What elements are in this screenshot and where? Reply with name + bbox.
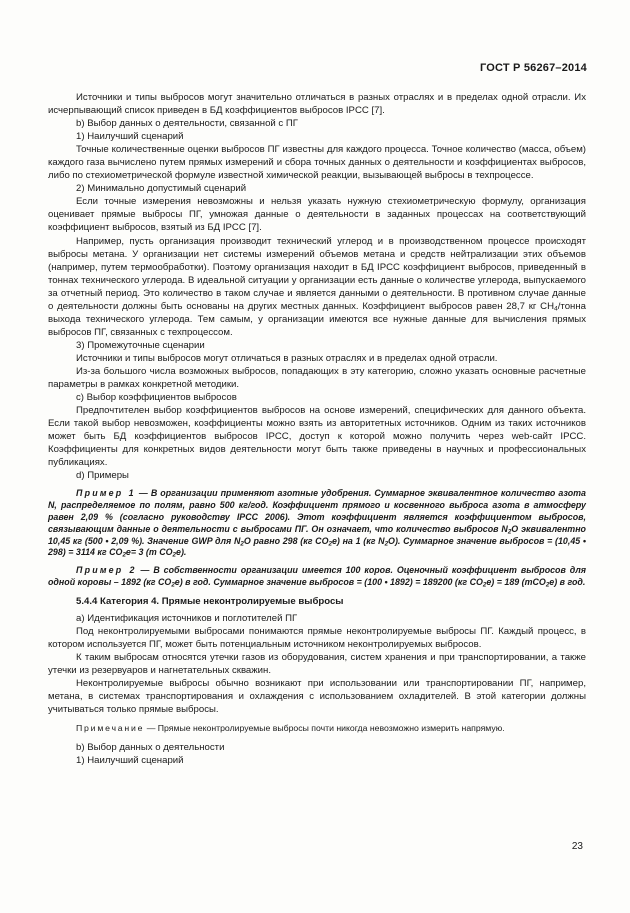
list-item: d) Примеры <box>76 470 129 482</box>
list-item: c) Выбор коэффициентов выбросов <box>76 392 237 404</box>
paragraph: Источники и типы выбросов могут значительно отличаться в разных отраслях и в пределах одной отрасли. Их исчерпывающий список приведен в БД коэффициентов выбросов IPCC [7]. <box>48 92 586 117</box>
list-item: а) Идентификация источников и поглотителей ПГ <box>76 612 298 624</box>
list-item: 3) Промежуточные сценарии <box>76 339 205 351</box>
paragraph: Неконтролируемые выбросы обычно возникают при использовании или транспортировании ПГ, например, метана, в системах транспортирования и охлаждения с использованием охладителей. В этой категории должны учитываться только прямые выбросы. <box>48 678 586 716</box>
note: Примечание — Прямые неконтролируемые выбросы почти никогда невозможно измерить напрямую. <box>76 723 505 734</box>
paragraph: Под неконтролируемыми выбросами понимаются прямые неконтролируемые выбросы ПГ. Каждый процесс, в котором используется ПГ, может быть потенциальным источником неконтролируемых выбросов. <box>48 625 586 650</box>
list-item: b) Выбор данных о деятельности <box>76 742 225 754</box>
list-item: 2) Минимально допустимый сценарий <box>76 183 247 195</box>
example-2: Пример 2 — В собственности организации имеется 100 коров. Оценочный коэффициент выбросов для одной коровы – 1892 (кг $CO_2е$) в год. Суммарное значение выбросов = (100 • 1892) = 189200 (кг $CO_2е) = 189$ (тCO$_2$е) в год. <box>48 565 586 589</box>
list-item: b) Выбор данных о деятельности, связанной с ПГ <box>76 118 298 130</box>
list-item: 1) Наилучший сценарий <box>76 131 184 143</box>
paragraph: Из-за большого числа возможных выбросов, попадающих в эту категорию, сложно указать основные расчетные параметры в рамках конкретной методики. <box>48 365 586 391</box>
paragraph: Точные количественные оценки выбросов ПГ известны для каждого процесса. Точное количество (масса, объем) каждого газа вычислено путем прямых измерений и сбора точных данных о деятельности и коэффициентах выбросов, либо по стехиометрической формуле известной химической реакции, вызывающей выбросы в техпроцессе. <box>48 144 586 182</box>
paragraph: Предпочтителен выбор коэффициентов выбросов на основе измерений, специфических для данного объекта. Если такой выбор невозможен, коэффициенты можно взять из авторитетных источников. Одним из таких источников может быть БД коэффициентов выбросов IPCC, доступ к которой можно получить через web-сайт IPCC. Коэффициенты для конкретных видов деятельности могут быть также приведены в научных и профессиональных публикациях. <box>48 405 586 469</box>
paragraph: Например, пусть организация производит технический углерод и в производственном процессе происходят выбросы метана. У организации нет системы измерений объемов метана и средств нейтрализации этих объемов (например, путем термообработки). Поэтому организация находит в БД IPCC коэффициент выбросов, приведенный в тоннах технического углерода. В идеальной ситуации у организации есть данные о количестве углерода, выпускаемого за отчетный период. Это количество в таком случае и является данными о деятельности. В противном случае данные о деятельности должны быть основаны на других местных данных. Коэффициент выбросов равен 28,7 кг $CH_4$/тонна выхода технического углерода. Тем самым, у организации имеются все нужные данные для вычисления прямых выбросов ПГ, связанных с техпроцессом. <box>48 235 586 338</box>
paragraph: Источники и типы выбросов могут отличаться в разных отраслях и в пределах одной отрасли. <box>76 352 498 364</box>
paragraph: Если точные измерения невозможны и нельзя указать нужную стехиометрическую формулу, организация оценивает прямые выбросы ПГ, умножая данные о деятельности в заданных процессах на соответствующий коэффициент выбросов, взятый из БД IPCC [7]. <box>48 196 586 234</box>
example-label: Пример 2 <box>76 565 137 576</box>
section-heading: 5.4.4 Категория 4. Прямые неконтролируемые выбросы <box>76 595 344 607</box>
page-content <box>48 91 586 767</box>
list-item: 1) Наилучший сценарий <box>76 755 184 767</box>
example-label: Пример 1 <box>76 488 136 499</box>
note-label: Примечание <box>76 723 145 734</box>
paragraph: К таким выбросам относятся утечки газов из оборудования, систем хранения и при транспортировании, а также утечки из резервуаров и нагнетательных скважин. <box>48 651 586 677</box>
standard-number: ГОСТ Р 56267–2014 <box>479 62 587 74</box>
example-1: Пример 1 — В организации применяют азотные удобрения. Суммарное эквивалентное количество азота N, распределяемое по полям, равно 500 кг/год. Коэффициент прямого и косвенного выброса азота в атмосферу равен 2,09 % (согласно руководству IPCC 2006). Этот коэффициент является коэффициентом выбросов, связывающим данные о деятельности с выбросами ПГ. Он означает, что количество выбросов $N_2O$ эквивалентно 10,45 кг (500 • 2,09 %). Значение GWP для $N_2O$ равно 298 (кг $CO_2е$) на 1 (кг $N_2O$). Суммарное значение выбросов = (10,45 • 298) = 3114 кг $CO_2е= 3$ (т $CO_2е$). <box>48 488 587 559</box>
page-number: 23 <box>571 841 583 852</box>
